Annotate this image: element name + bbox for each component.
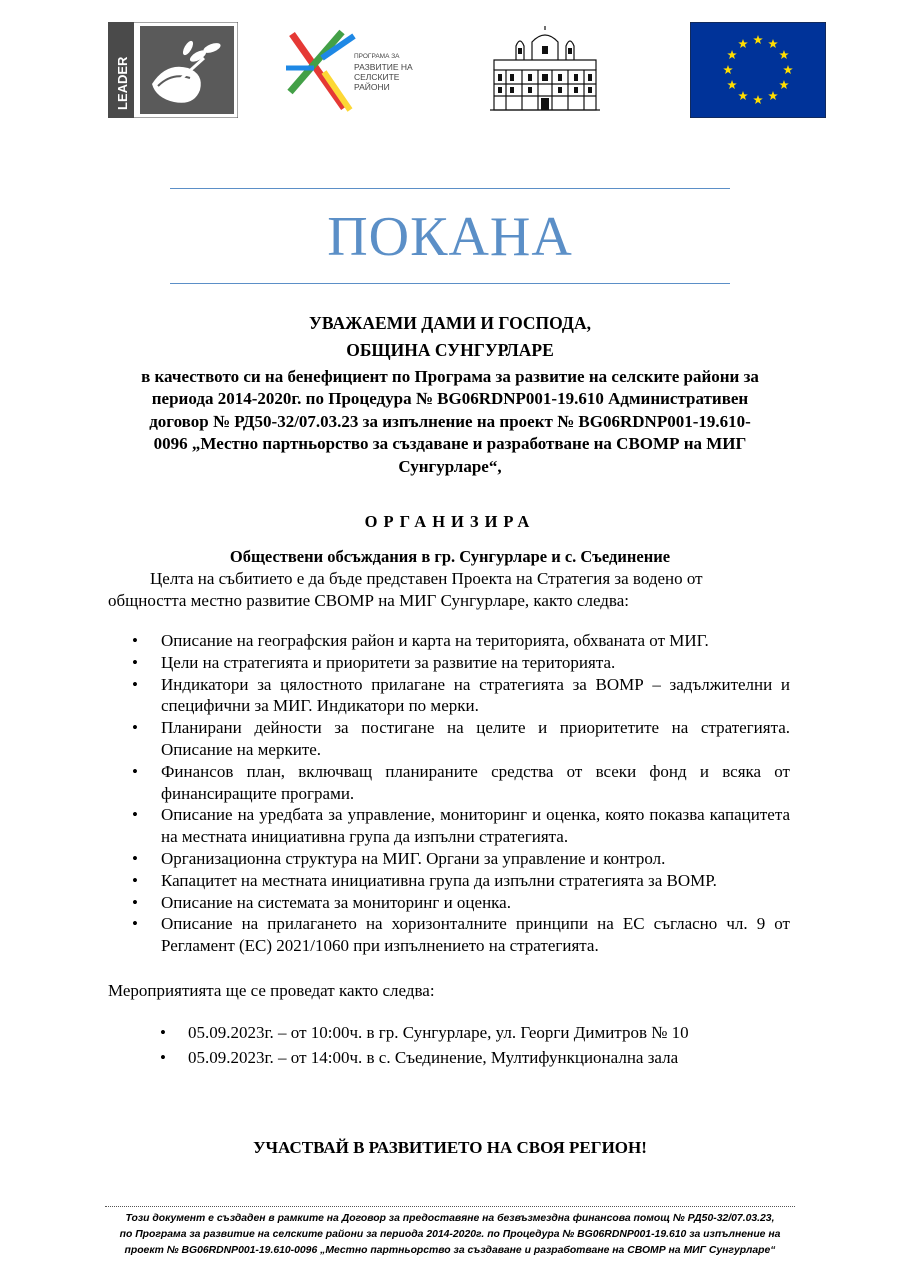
eu-flag-logo [690,22,826,118]
title-rule-bottom [170,283,730,284]
salutation: УВАЖАЕМИ ДАМИ И ГОСПОДА, [309,313,591,333]
event-item: • 05.09.2023г. – от 14:00ч. в с. Съединение, Мултифункционална зала [108,1045,792,1070]
beneficiary-statement [108,366,792,478]
program-logo-line: СЕЛСКИТЕ РАЙОНИ [354,72,400,92]
agenda-item: • Цели на стратегията и приоритети за развитие на територията. [108,652,790,674]
program-logo-line: ПРОГРАМА ЗА [354,53,400,60]
footer-note [100,1211,800,1259]
agenda-list [108,630,790,957]
footer-line: по Програма за развитие на селските райони за периода 2014-2020г. по Процедура № BG06RDNP001-19.610 за изпълнение на [119,1229,781,1240]
agenda-item: • Описание на уредбата за управление, мониторинг и оценка, която показва капацитета на местната инициативна група да изпълни стратегията. [108,804,790,848]
title-rule-top [170,188,730,189]
intro-line: общността местно развитие СВОМР на МИГ Сунгурларе, както следва: [108,591,630,610]
intro-line: Целта на събитието е да бъде представен Проекта на Стратегия за водено от [150,569,703,588]
agenda-item: • Индикатори за цялостното прилагане на стратегията за ВОМР – задължителни и специфични за МИГ. Индикатори по мерки. [108,674,790,718]
beneficiary-line: 0096 „Местно партньорство за създаване и разработване на СВОМР на МИГ [153,434,747,454]
organizes-heading: ОРГАНИЗИРА [364,512,536,531]
leader-logo [108,22,238,118]
agenda-item: • Описание на географския район и карта на територията, обхваната от МИГ. [108,630,790,652]
municipality-building-logo [486,26,604,114]
beneficiary-line: Сунгурларе“, [398,456,502,476]
page-title: ПОКАНА [327,206,573,268]
agenda-item: • Финансов план, включващ планираните средства от всеки фонд и всяка от финансиращите програми. [108,761,790,805]
footer-line: проект № BG06RDNP001-19.610-0096 „Местно партньорство за създаване и разработване на СВОМР на МИГ Сунгурларе“ [124,1245,776,1256]
beneficiary-line: договор № РД50-32/07.03.23 за изпълнение на проект № BG06RDNP001-19.610- [149,411,751,431]
event-item: • 05.09.2023г. – от 10:00ч. в гр. Сунгурларе, ул. Георги Димитров № 10 [108,1020,792,1045]
program-logo-line: РАЗВИТИЕ НА [354,62,413,72]
footer-line: Този документ е създаден в рамките на Договор за предоставяне на безвъзмездна финансова помощ № РД50-32/07.03.23, [125,1213,775,1224]
footer-divider [105,1206,795,1207]
program-logo [284,28,434,114]
intro-paragraph [108,568,792,612]
leader-logo-text: LEADER [115,56,130,110]
events-intro: Мероприятията ще се проведат както следва: [108,981,435,1000]
agenda-item: • Планирани дейности за постигане на целите и приоритетите на стратегията. Описание на мерките. [108,717,790,761]
beneficiary-line: в качеството си на бенефициент по Програма за развитие на селските райони за [141,367,759,386]
organizer: ОБЩИНА СУНГУРЛАРЕ [346,340,554,360]
event-subheading: Обществени обсъждания в гр. Сунгурларе и с. Съединение [229,547,671,566]
slogan: УЧАСТВАЙ В РАЗВИТИЕТО НА СВОЯ РЕГИОН! [253,1138,647,1157]
events-list [108,1020,792,1070]
agenda-item: • Организационна структура на МИГ. Органи за управление и контрол. [108,848,790,870]
logo-row [0,22,900,122]
agenda-item: • Описание на прилагането на хоризонталните принципи на ЕС съгласно чл. 9 от Регламент (ЕС) 2021/1060 при изпълнението на стратегията. [108,913,790,957]
beneficiary-line: периода 2014-2020г. по Процедура № BG06RDNP001-19.610 Административен [151,389,749,409]
agenda-item: • Описание на системата за мониторинг и оценка. [108,892,790,914]
program-logo-text [354,52,434,92]
agenda-item: • Капацитет на местната инициативна група да изпълни стратегията за ВОМР. [108,870,790,892]
